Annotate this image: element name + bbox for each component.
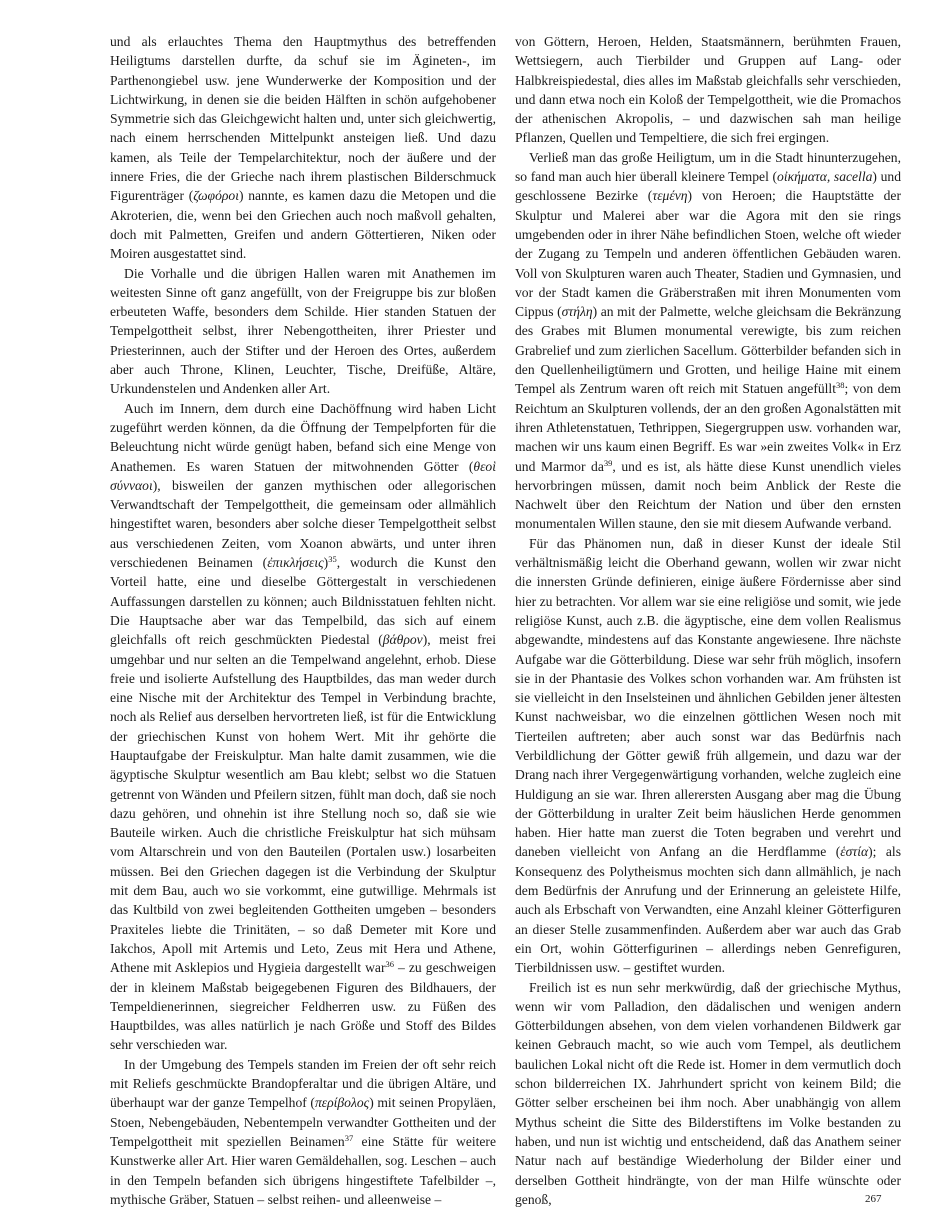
paragraph: Freilich ist es nun sehr merkwürdig, daß der griechische Mythus, wenn wir vom Palladion, den dädalischen und wenigen andern Götterbildungen absehen, von dem vielen vorhandenen Bildwerk gar keinen Gebrauch macht, so wie auch vom Tempel, als deutlichem baulichen Lokal nicht oft die Rede ist. Homer in dem vermutlich doch schon bilderreichen IX. Jahrhundert spricht von keinem Bild; die Götter selber erscheinen bei ihm noch. Aber unabhängig von allem Mythus scheint die Sitte des Bilderstiftens im Volke bestanden zu haben, und nun ist wichtig und entscheidend, daß das Anathem seiner Natur nach auf beständige Wiederholung der Bilder einer und derselben Gottheit hindrängte, von der man Hilfe wünschte oder genoß,	[515, 979, 901, 1207]
left-text-column	[110, 32, 496, 1209]
paragraph: Auch im Innern, dem durch eine Dachöffnung wird haben Licht zugeführt werden können, da die Öffnung der Tempelpforten für die Beleuchtung nicht würde genügt haben, befand sich eine Menge von Anathemen. Es waren Statuen der mitwohnenden Götter (θεοὶ σύνναοι), bisweilen der ganzen mythischen oder allegorischen Verwandtschaft der Tempelgottheit, die gemeinsam oder allmählich hingestiftet waren, besonders aber solche dieser Tempelgottheit selbst aus verschiedenen Zeiten, vom Xoanon abwärts, und unter ihren verschiedenen Beinamen (ἐπικλήσεις)$^{35}$, wodurch die Kunst den Vorteil hatte, eine und dieselbe Göttergestalt in verschiedenen Auffassungen darstellen zu können; auch Bildnisstatuen fehlten nicht. Die Hauptsache aber war das Tempelbild, das sich auf einem gleichfalls oft reich geschmückten Piedestal (βάθρον), meist frei umgehbar und nur selten an die Tempelwand angelehnt, erhob. Diese freie und isolierte Aufstellung des Hauptbildes, das man weder durch eine Nische mit der Architektur des Tempel in Verbindung brachte, noch als Relief aus derselben hervortreten ließ, ist für die Entwicklung der griechischen Kunst von hohem Wert. Mit ihr gehörte die Hauptaufgabe der Freiskulptur. Man halte damit zusammen, wie die ägyptische Skulptur wesentlich am Bau klebt; selbst wo die Statuen getrennt von Wänden und Pfeilern sitzen, fühlt man doch, daß sie noch dazu gehören, und ohnehin ist ihre Stellung noch so, daß sie wie Bauteile wirken. Auch die christliche Freiskulptur hat sich mühsam vom Altarschrein und von den Bauteilen (Portalen usw.) losarbeiten müssen. Bei den Griechen dagegen ist die Verbindung der Skulptur mit dem Bau, auch wo sie vorkommt, eine gutwillige. Mehrmals ist das Kultbild von zwei begleitenden Gottheiten umgeben – besonders Praxiteles liebte die Trinitäten, – so daß Demeter mit Kore und Iakchos, Apoll mit Artemis und Leto, Zeus mit Hera und Athene, Athene mit Asklepios und Hygieia dargestellt war$^{36}$ – zu geschweigen der in kleinem Maßstab beigegebenen Figuren des Bildhauers, der Tempeldienerinnen, siegreicher Feldherren usw. zu Füßen des Hauptbildes, was alles natürlich je nach Größe und Stoff des Bildes sehr verschieden war.	[110, 400, 496, 1053]
paragraph: von Göttern, Heroen, Helden, Staatsmännern, berühmten Frauen, Wettsiegern, auch Tierbilder und Gruppen auf Lang- oder Halbkreispiedestal, dies alles im Maßstab gleichfalls sehr verschieden, und dann etwa noch ein Koloß der Tempelgottheit, wie die Promachos der athenischen Akropolis, – und dazwischen sah man heilige Pflanzen, Quellen und Tempeltiere, die sich frei ergingen.	[515, 34, 901, 146]
paragraph: und als erlauchtes Thema den Hauptmythus des betreffenden Heiligtums darstellen durfte, da schuf sie im Ägineten-, im Parthenongiebel usw. jene Wunderwerke der Komposition und der Lichtwirkung, in denen sie die beiden Hälften in schön aufgehobener Symmetrie sich das Gleichgewicht halten und, unter sich gleichwertig, nach einem herrschenden Mittelpunkt ansteigen ließ. Und dazu kamen, als Teile der Tempelarchitektur, noch der äußere und der innere Fries, die der Grieche nach ihrem plastischen Bilderschmuck Figurenträger (ζωφόροι) nannte, es kamen dazu die Metopen und die Akroterien, die, wenn bei den Griechen auch noch maßvoll gehalten, doch mit Palmetten, Greifen und andern Göttertieren, Niken oder Moiren ausgestattet sind.	[110, 34, 496, 262]
paragraph: In der Umgebung des Tempels standen im Freien der oft sehr reich mit Reliefs geschmückte Brandopferaltar und die übrigen Altäre, und überhaupt war der ganze Tempelhof (περίβολος) mit seinen Propyläen, Stoen, Nebengebäuden, Nebentempeln verwandter Gottheiten und der Tempelgottheit mit speziellen Beinamen$^{37}$ eine Stätte für weitere Kunstwerke aller Art. Hier waren Gemäldehallen, sog. Leschen – auch in den Tempeln befanden sich übrigens hingestiftete Tafelbilder –, mythische Gräber, Statuen – selbst reihen- und alleenweise –	[110, 1056, 496, 1207]
paragraph: Für das Phänomen nun, daß in dieser Kunst der ideale Stil verhältnismäßig leicht die Oberhand gewann, wollen wir zwar nicht die innersten Gründe definieren, einige äußere Fördernisse aber sind hier zu betrachten. Vor allem war sie eine religiöse und somit, wie jede religiöse Kunst, auch z.B. die ägyptische, eine dem vollen Realismus abgewandte, mindestens auf das Konstante angewiesene. Ihre nächste Aufgabe war die Götterbildung. Diese war sehr früh möglich, insofern sie in der Phantasie des Volkes schon vorhanden war. Am frühsten ist sie vielleicht in den Inselsteinen und ähnlichen Gebilden jener ältesten Kunst nachweisbar, wo die einzelnen göttlichen Wesen noch mit Tierteilen auftreten; aber auch sonst war das Bedürfnis nach Verbildlichung der Götter gewiß früh allgemein, und dazu war der Drang nach ihrer Vergegenwärtigung vorhanden, welche zugleich eine Huldigung an sie war. Ihren allerersten Ausgang aber mag die Übung der Götterbildung in uralter Zeit beim häuslichen Herde genommen haben. Hier hatte man zuerst die Toten begraben und verehrt und daneben vielleicht von Anfang an die Herdflamme (ἑστία); als Konsequenz des Polytheismus mochten sich dann allmählich, je nach dem Bedürfnis der Anrufung und der Erinnerung an geleistete Hilfe, auch als Erbschaft von Verwandten, eine Anzahl kleiner Götterfiguren an dieser Stelle zusammenfinden. Außerdem aber war auch das Grab ein Ort, wohin Götterfigurinen – allerdings neben Genrefiguren, Tierbildnissen usw. – gestiftet wurden.	[515, 535, 901, 976]
page-number: 267	[865, 1193, 882, 1205]
right-text-column	[515, 32, 901, 1209]
paragraph: Verließ man das große Heiligtum, um in die Stadt hinunterzugehen, so fand man auch hier überall kleinere Tempel (οἰκήματα, sacella) und geschlossene Bezirke (τεμένη) von Heroen; die Hauptstätte der Skulptur und Malerei aber war die Agora mit den sie rings umgebenden oder in ihrer Nähe befindlichen Stoen, welche oft wieder der Zugang zu Tempeln und anderen öffentlichen Gebäuden waren. Voll von Skulpturen waren auch Theater, Stadien und Gymnasien, und vor der Stadt kamen die Gräberstraßen mit ihren Monumenten vom Cippus (στήλη) an mit der Palmette, welche gleichsam die Bekränzung des Grabes mit Blumen monumental verewigte, bis zum reichen Grabrelief und zum zierlichen Sacellum. Götterbilder befanden sich in den Quellenheiligtümern und Grotten, und heilige Haine mit einem Tempel als Zentrum waren oft reich mit Statuen angefüllt$^{38}$; von dem Reichtum an Skulpturen vollends, der an den großen Agonalstätten mit ihren Athletenstatuen, Tethrippen, Siegergruppen usw. vorhanden war, machen wir uns kaum einen Begriff. Es war »ein zweites Volk« in Erz und Marmor $da^{39}$, und es ist, als hätte diese Kunst unendlich vieles hervorbringen müssen, damit noch beim Anblick der Reste die Nachwelt über den Reichtum der Nation und über den ernsten monumentalen Willen staune, den sie mit diesem Aufwande verband.	[515, 149, 902, 532]
paragraph: Die Vorhalle und die übrigen Hallen waren mit Anathemen im weitesten Sinne oft ganz angefüllt, von der Freigruppe bis zur bloßen erbeuteten Waffe, besonders dem Schilde. Hier standen Statuen der Tempelgottheit selbst, ihrer Nebengottheiten, ihrer Priester und Priesterinnen, auch der Stifter und der Heroen des Ortes, außerdem aber auch Throne, Klinen, Leuchter, Tische, Dreifüße, Altäre, Urkundenstelen und Andenken aller Art.	[110, 265, 496, 397]
